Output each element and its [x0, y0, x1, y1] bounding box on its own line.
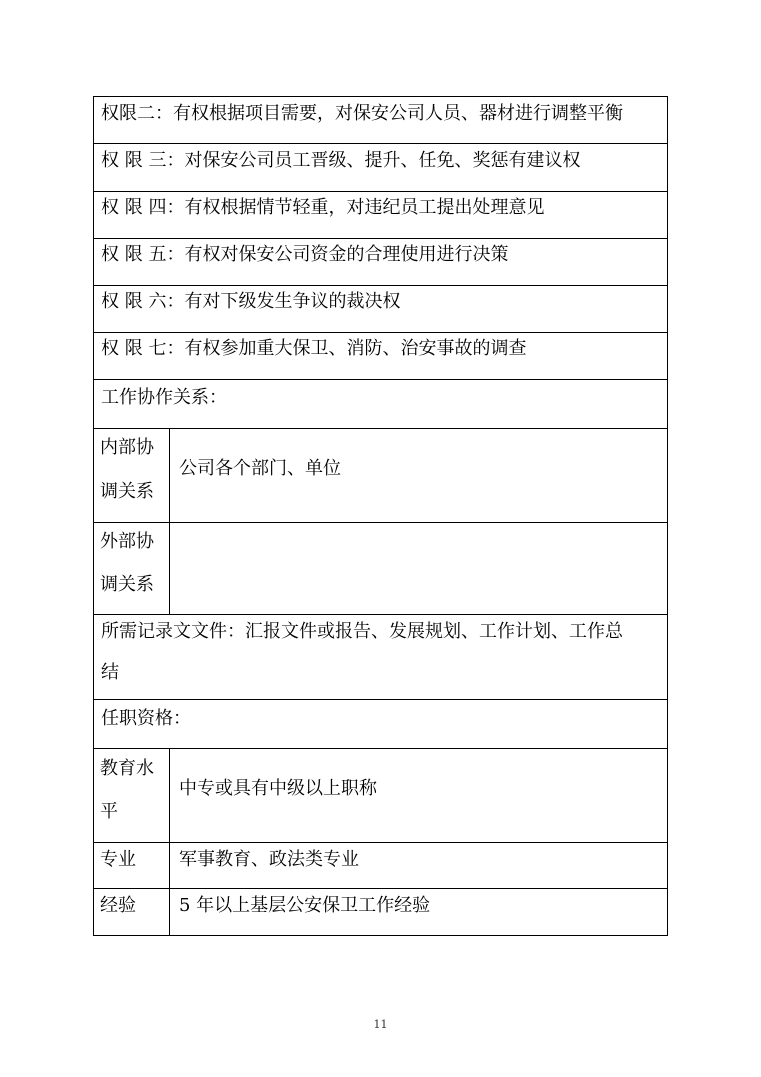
- row-border: [93, 522, 667, 523]
- authority-text: 有对下级发生争议的裁决权: [184, 291, 401, 312]
- internal-coordination-value: 公司各个部门、单位: [179, 458, 341, 479]
- education-label: 教育水: [100, 758, 154, 779]
- authority-row-4: [101, 197, 544, 219]
- authority-label: 权 限 六：: [101, 291, 185, 312]
- row-border: [93, 238, 667, 239]
- authority-label: 权限二：: [101, 103, 173, 124]
- education-label: 平: [100, 801, 118, 822]
- coordination-heading: 工作协作关系：: [101, 387, 227, 408]
- external-coordination-label: 外部协: [100, 531, 154, 552]
- job-description-table: [93, 96, 668, 936]
- authority-text: 有权根据项目需要，对保安公司人员、器材进行调整平衡: [173, 103, 623, 124]
- row-border: [93, 428, 667, 429]
- authority-text: 有权根据情节轻重，对违纪员工提出处理意见: [184, 197, 545, 218]
- authority-label: 权 限 四：: [101, 197, 185, 218]
- row-border: [93, 332, 667, 333]
- row-border: [93, 143, 667, 144]
- row-border: [93, 191, 667, 192]
- authority-row-3: [101, 150, 580, 172]
- authority-label: 权 限 七：: [101, 338, 185, 359]
- authority-row-2: [101, 103, 623, 125]
- authority-row-6: [101, 291, 400, 313]
- authority-label: 权 限 三：: [101, 150, 185, 171]
- table-right-border: [667, 96, 668, 936]
- row-border: [93, 888, 667, 889]
- major-label: 专业: [100, 849, 136, 870]
- row-border: [93, 379, 667, 380]
- row-border: [93, 96, 667, 97]
- authority-text: 有权对保安公司资金的合理使用进行决策: [184, 244, 509, 265]
- major-value: 军事教育、政法类专业: [179, 849, 359, 870]
- page-number: 11: [373, 1018, 388, 1031]
- authority-label: 权 限 五：: [101, 244, 185, 265]
- authority-text: 有权参加重大保卫、消防、治安事故的调查: [184, 338, 527, 359]
- column-divider: [169, 748, 170, 935]
- experience-label: 经验: [100, 895, 136, 916]
- records-text: 所需记录文文件：汇报文件或报告、发展规划、工作计划、工作总: [101, 621, 623, 642]
- experience-value: 5 年以上基层公安保卫工作经验: [179, 895, 431, 916]
- authority-row-7: [101, 338, 526, 360]
- row-border: [93, 285, 667, 286]
- row-border: [93, 935, 667, 936]
- row-border: [93, 699, 667, 700]
- internal-coordination-label: 调关系: [100, 481, 154, 502]
- row-border: [93, 748, 667, 749]
- records-text: 结: [101, 662, 119, 683]
- authority-row-5: [101, 244, 508, 266]
- row-border: [93, 614, 667, 615]
- external-coordination-label: 调关系: [100, 574, 154, 595]
- row-border: [93, 842, 667, 843]
- column-divider: [169, 428, 170, 614]
- education-value: 中专或具有中级以上职称: [179, 778, 377, 799]
- authority-text: 对保安公司员工晋级、提升、任免、奖惩有建议权: [184, 150, 581, 171]
- table-left-border: [93, 96, 94, 936]
- qualifications-heading: 任职资格：: [101, 708, 191, 729]
- internal-coordination-label: 内部协: [100, 437, 154, 458]
